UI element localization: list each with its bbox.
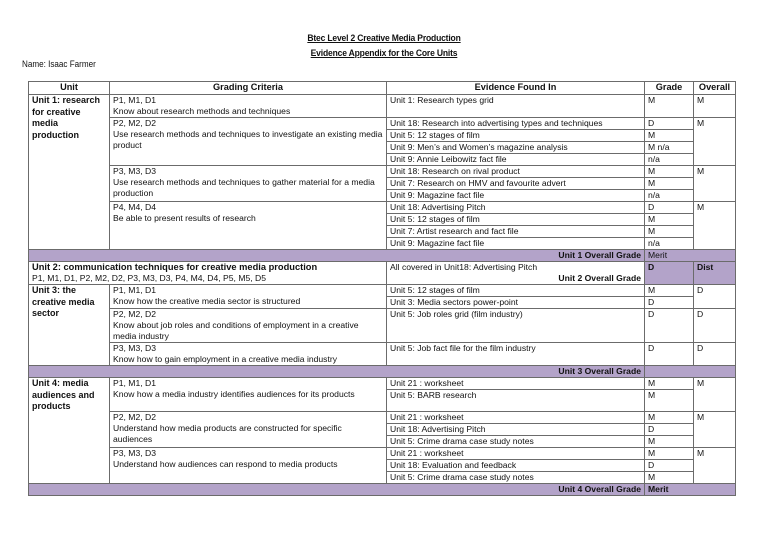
unit-4-overall-grade: Merit [645,484,736,496]
evidence-item: Unit 18: Advertising Pitch [387,202,645,214]
unit-4-summary-row [29,484,736,496]
criteria-overall: M [694,166,736,202]
evidence-grade: M [645,448,694,460]
table-row [29,448,736,460]
criteria-codes: P1, M1, D1 [113,285,156,295]
criteria-overall: M [694,448,736,484]
evidence-grade: D [645,309,694,343]
criteria-overall: M [694,202,736,250]
evidence-item: Unit 9: Men’s and Women’s magazine analysis [387,142,645,154]
criteria-description: Know about research methods and techniques [113,106,291,116]
evidence-item: Unit 21 : worksheet [387,378,645,390]
evidence-grade: D [645,343,694,366]
col-header-evidence: Evidence Found In [387,82,645,95]
criteria-cell [110,95,387,118]
unit-3-title: Unit 3: the creative media sector [29,285,110,366]
evidence-item: Unit 5: BARB research [387,390,645,412]
criteria-codes: P2, M2, D2 [113,412,156,422]
criteria-codes: P3, M3, D3 [113,448,156,458]
evidence-item: Unit 9: Magazine fact file [387,190,645,202]
criteria-cell [110,166,387,202]
criteria-cell [110,202,387,250]
criteria-overall: M [694,412,736,448]
criteria-cell [110,378,387,412]
criteria-cell [110,448,387,484]
evidence-item: Unit 18: Advertising Pitch [387,424,645,436]
evidence-grade: M [645,436,694,448]
table-row [29,309,736,343]
evidence-item: Unit 1: Research types grid [387,95,645,118]
criteria-description: Know how a media industry identifies audiences for its products [113,389,355,399]
criteria-description: Know how to gain employment in a creative media industry [113,354,338,364]
table-row [29,95,736,118]
table-row [29,412,736,424]
evidence-grade: M [645,214,694,226]
table-row [29,343,736,366]
table-row [29,166,736,178]
evidence-grade: M [645,285,694,297]
evidence-grade: M [645,178,694,190]
evidence-item: Unit 5: Job fact file for the film industry [387,343,645,366]
unit-2-evidence: All covered in Unit18: Advertising Pitch [390,262,538,272]
evidence-item: Unit 5: 12 stages of film [387,214,645,226]
unit-2-title: Unit 2: communication techniques for creative media production [32,262,318,272]
evidence-item: Unit 5: 12 stages of film [387,130,645,142]
evidence-item: Unit 9: Magazine fact file [387,238,645,250]
unit-1-title: Unit 1: research for creative media production [29,95,110,250]
evidence-grade: M [645,130,694,142]
criteria-overall: M [694,378,736,412]
table-row [29,202,736,214]
table-row [29,285,736,297]
criteria-cell [110,412,387,448]
col-header-grading-criteria: Grading Criteria [110,82,387,95]
evidence-grade: D [645,118,694,130]
unit-2-overall: Dist [694,262,736,285]
document-title: Btec Level 2 Creative Media Production [307,33,461,44]
unit-2-codes: P1, M1, D1, P2, M2, D2, P3, M3, D3, P4, M4, D4, P5, M5, D5 [32,273,267,283]
criteria-overall: M [694,118,736,166]
criteria-codes: P3, M3, D3 [113,343,156,353]
evidence-item: Unit 18: Evaluation and feedback [387,460,645,472]
document-subtitle: Evidence Appendix for the Core Units [310,48,458,59]
unit-3-overall-grade [645,366,736,378]
evidence-item: Unit 9: Annie Leibowitz fact file [387,154,645,166]
unit-4-title: Unit 4: media audiences and products [29,378,110,484]
col-header-unit: Unit [29,82,110,95]
unit-2-grade: D [645,262,694,285]
table-row [29,118,736,130]
evidence-grade: n/a [645,238,694,250]
evidence-item: Unit 5: Job roles grid (film industry) [387,309,645,343]
criteria-codes: P1, M1, D1 [113,95,156,105]
criteria-description: Be able to present results of research [113,213,256,223]
evidence-item: Unit 5: Crime drama case study notes [387,472,645,484]
evidence-table [28,81,736,496]
criteria-description: Use research methods and techniques to gather material for a media production [113,177,375,198]
criteria-overall: D [694,285,736,309]
criteria-overall: M [694,95,736,118]
evidence-item: Unit 18: Research into advertising types and techniques [387,118,645,130]
unit-3-summary-row [29,366,736,378]
criteria-description: Use research methods and techniques to investigate an existing media product [113,129,383,150]
criteria-overall: D [694,309,736,343]
unit-2-cell [29,262,387,285]
unit-1-overall-label: Unit 1 Overall Grade [29,250,645,262]
criteria-cell [110,285,387,309]
criteria-overall: D [694,343,736,366]
evidence-item: Unit 3: Media sectors power-point [387,297,645,309]
evidence-grade: M [645,226,694,238]
criteria-codes: P2, M2, D2 [113,118,156,128]
evidence-grade: n/a [645,190,694,202]
criteria-description: Know about job roles and conditions of employment in a creative media industry [113,320,359,341]
evidence-grade: D [645,202,694,214]
unit-1-overall-grade: Merit [645,250,736,262]
criteria-cell [110,118,387,166]
evidence-grade: n/a [645,154,694,166]
evidence-grade: D [645,297,694,309]
criteria-description: Understand how audiences can respond to media products [113,459,338,469]
unit-2-evidence-cell [387,262,645,285]
col-header-overall: Overall [694,82,736,95]
evidence-grade: M [645,95,694,118]
criteria-codes: P2, M2, D2 [113,309,156,319]
unit-4-overall-label: Unit 4 Overall Grade [29,484,645,496]
criteria-description: Know how the creative media sector is structured [113,296,301,306]
criteria-cell [110,309,387,343]
evidence-item: Unit 21 : worksheet [387,448,645,460]
evidence-grade: D [645,460,694,472]
evidence-item: Unit 18: Research on rival product [387,166,645,178]
criteria-description: Understand how media products are constructed for specific audiences [113,423,342,444]
evidence-grade: M [645,378,694,390]
evidence-grade: M [645,472,694,484]
student-name: Name: Isaac Farmer [22,59,96,69]
table-header-row [29,82,736,95]
evidence-item: Unit 7: Artist research and fact file [387,226,645,238]
table-row [29,378,736,390]
criteria-codes: P1, M1, D1 [113,378,156,388]
evidence-grade: D [645,424,694,436]
criteria-codes: P3, M3, D3 [113,166,156,176]
evidence-grade: M [645,166,694,178]
unit-2-row [29,262,736,285]
evidence-item: Unit 21 : worksheet [387,412,645,424]
evidence-grade: M [645,412,694,424]
unit-1-summary-row [29,250,736,262]
criteria-cell [110,343,387,366]
col-header-grade: Grade [645,82,694,95]
evidence-item: Unit 5: 12 stages of film [387,285,645,297]
unit-2-overall-label: Unit 2 Overall Grade [558,273,641,283]
criteria-codes: P4, M4, D4 [113,202,156,212]
unit-3-overall-label: Unit 3 Overall Grade [29,366,645,378]
evidence-item: Unit 5: Crime drama case study notes [387,436,645,448]
evidence-grade: M [645,390,694,412]
evidence-grade: M n/a [645,142,694,154]
evidence-item: Unit 7: Research on HMV and favourite advert [387,178,645,190]
